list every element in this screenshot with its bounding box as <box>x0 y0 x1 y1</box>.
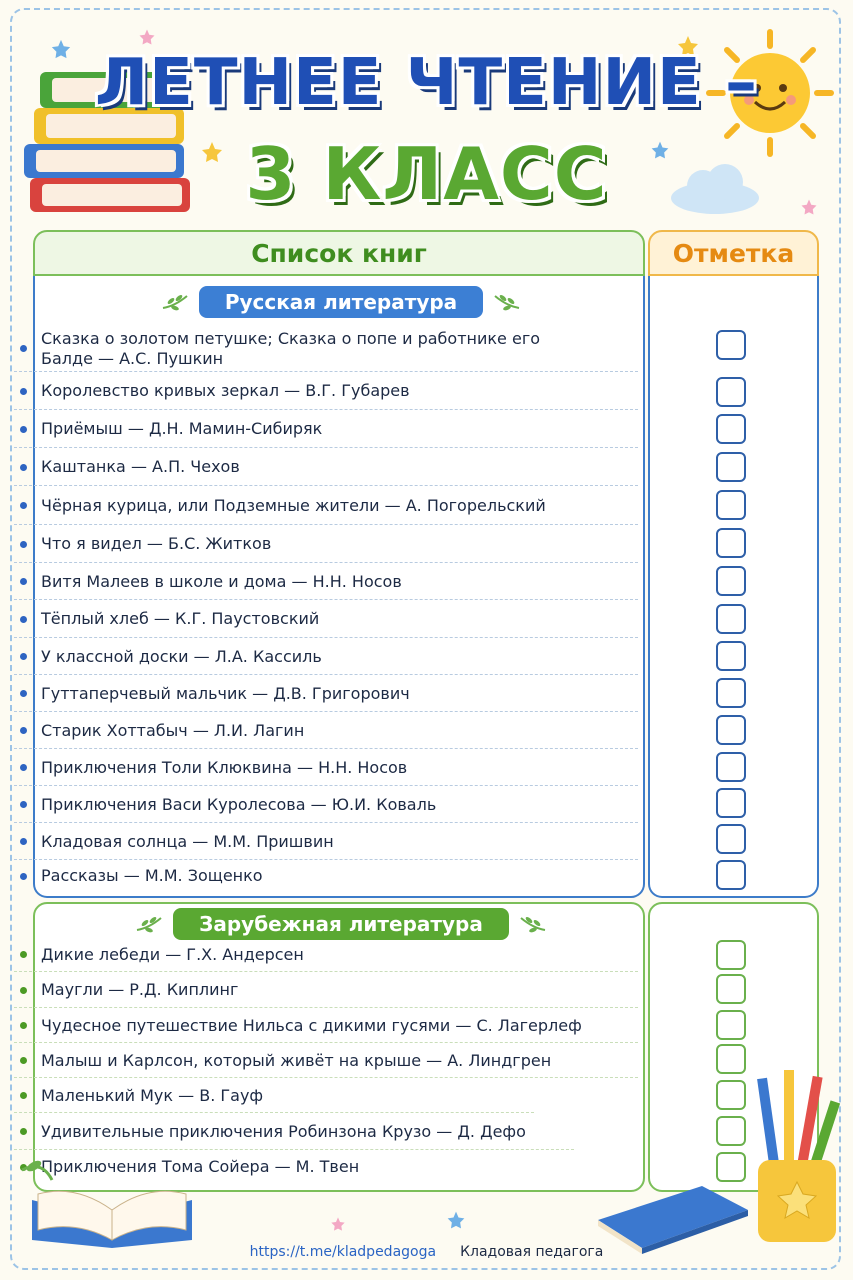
bullet-icon <box>20 987 27 994</box>
book-title: У классной доски — Л.А. Кассиль <box>41 646 322 666</box>
book-checkbox[interactable] <box>716 1010 746 1040</box>
bullet-icon <box>20 345 27 352</box>
book-row <box>14 1044 638 1078</box>
book-checkbox[interactable] <box>716 1080 746 1110</box>
book-checkbox[interactable] <box>716 678 746 708</box>
book-row <box>14 861 638 891</box>
book-row <box>14 526 638 563</box>
book-checkbox[interactable] <box>716 528 746 558</box>
footer-brand: Кладовая педагога <box>460 1244 604 1260</box>
book-checkbox[interactable] <box>716 788 746 818</box>
bullet-icon <box>20 801 27 808</box>
bullet-icon <box>20 838 27 845</box>
book-title: Рассказы — М.М. Зощенко <box>41 866 263 885</box>
bullet-icon <box>20 727 27 734</box>
book-checkbox[interactable] <box>716 452 746 482</box>
star-icon <box>138 28 156 46</box>
book-checkbox[interactable] <box>716 1152 746 1182</box>
book-row <box>14 973 638 1008</box>
sprig-icon <box>135 914 163 934</box>
book-title: Кладовая солнца — М.М. Пришвин <box>41 831 334 851</box>
book-row <box>14 938 638 972</box>
book-title: Маугли — Р.Д. Киплинг <box>41 980 239 999</box>
book-title: Тёплый хлеб — К.Г. Паустовский <box>41 609 320 628</box>
book-title: Чудесное путешествие Нильса с дикими гусями — С. Лагерлеф <box>41 1015 582 1035</box>
bullet-icon <box>20 502 27 509</box>
bullet-icon <box>20 1092 27 1099</box>
book-title: Приёмыш — Д.Н. Мамин-Сибиряк <box>41 419 323 438</box>
book-row <box>14 373 638 410</box>
footer <box>0 1244 853 1260</box>
bullet-icon <box>20 1057 27 1064</box>
book-title: Приключения Тома Сойера — М. Твен <box>41 1157 360 1176</box>
book-title: Витя Малеев в школе и дома — Н.Н. Носов <box>41 571 402 591</box>
book-title: Каштанка — А.П. Чехов <box>41 457 240 476</box>
bullet-icon <box>20 541 27 548</box>
book-title: Удивительные приключения Робинзона Крузо — Д. Дефо <box>41 1121 526 1141</box>
bullet-icon <box>20 873 27 880</box>
book-row <box>14 750 638 786</box>
bullet-icon <box>20 951 27 958</box>
foreign-section-heading <box>35 908 647 940</box>
book-row <box>14 824 638 860</box>
book-checkbox[interactable] <box>716 414 746 444</box>
star-icon <box>330 1216 346 1232</box>
foreign-section-title: Зарубежная литература <box>173 908 509 940</box>
book-title: Чёрная курица, или Подземные жители — А. Погорельский <box>41 495 546 515</box>
russian-section-heading <box>35 286 647 318</box>
book-checkbox[interactable] <box>716 974 746 1004</box>
book-checkbox[interactable] <box>716 860 746 890</box>
book-checkbox[interactable] <box>716 330 746 360</box>
bullet-icon <box>20 388 27 395</box>
bullet-icon <box>20 690 27 697</box>
book-checkbox[interactable] <box>716 604 746 634</box>
book-checkbox[interactable] <box>716 566 746 596</box>
bullet-icon <box>20 616 27 623</box>
star-icon <box>446 1210 466 1230</box>
bullet-icon <box>20 1022 27 1029</box>
book-checkbox[interactable] <box>716 940 746 970</box>
mark-column-header: Отметка <box>648 230 819 276</box>
bullet-icon <box>20 426 27 433</box>
book-row <box>14 787 638 823</box>
book-title: Гуттаперчевый мальчик — Д.В. Григорович <box>41 683 410 703</box>
book-list-header: Список книг <box>33 230 645 276</box>
bullet-icon <box>20 1128 27 1135</box>
book-title: Королевство кривых зеркал — В.Г. Губарев <box>41 381 410 400</box>
book-row <box>14 326 638 372</box>
book-row <box>14 601 638 638</box>
book-row <box>14 449 638 486</box>
book-row <box>14 639 638 675</box>
book-checkbox[interactable] <box>716 490 746 520</box>
book-title: Приключения Толи Клюквина — Н.Н. Носов <box>41 757 408 777</box>
page-title-line-2: 3 КЛАСС <box>245 132 608 216</box>
book-checkbox[interactable] <box>716 824 746 854</box>
sprig-icon <box>161 292 189 312</box>
footer-link[interactable]: https://t.me/kladpedagoga <box>249 1244 437 1260</box>
book-title: Дикие лебеди — Г.Х. Андерсен <box>41 944 304 964</box>
book-row <box>14 676 638 712</box>
russian-section-title: Русская литература <box>199 286 483 318</box>
book-row <box>14 564 638 600</box>
book-row <box>14 1079 534 1113</box>
book-title: Приключения Васи Куролесова — Ю.И. Коваль <box>41 794 437 814</box>
book-checkbox[interactable] <box>716 715 746 745</box>
book-row <box>14 1009 638 1043</box>
book-row <box>14 487 638 525</box>
page-title-line-1: ЛЕТНЕЕ ЧТЕНИЕ – <box>94 46 759 120</box>
bullet-icon <box>20 578 27 585</box>
sprig-icon <box>519 914 547 934</box>
book-checkbox[interactable] <box>716 752 746 782</box>
bullet-icon <box>20 464 27 471</box>
bullet-icon <box>20 653 27 660</box>
book-checkbox[interactable] <box>716 1116 746 1146</box>
book-row <box>14 713 638 749</box>
book-title: Сказка о золотом петушке; Сказка о попе и работнике его Балде — А.С. Пушкин <box>41 328 541 368</box>
pencil-cup-icon <box>750 1070 845 1250</box>
book-title: Маленький Мук — В. Гауф <box>41 1085 264 1105</box>
book-title: Малыш и Карлсон, который живёт на крыше — А. Линдгрен <box>41 1050 552 1070</box>
book-checkbox[interactable] <box>716 377 746 407</box>
sprig-icon <box>493 292 521 312</box>
book-row <box>14 411 638 448</box>
book-title: Старик Хоттабыч — Л.И. Лагин <box>41 720 305 740</box>
bullet-icon <box>20 764 27 771</box>
book-title: Что я видел — Б.С. Житков <box>41 534 272 553</box>
book-checkbox[interactable] <box>716 1044 746 1074</box>
open-book-icon <box>12 1140 212 1250</box>
book-checkbox[interactable] <box>716 641 746 671</box>
